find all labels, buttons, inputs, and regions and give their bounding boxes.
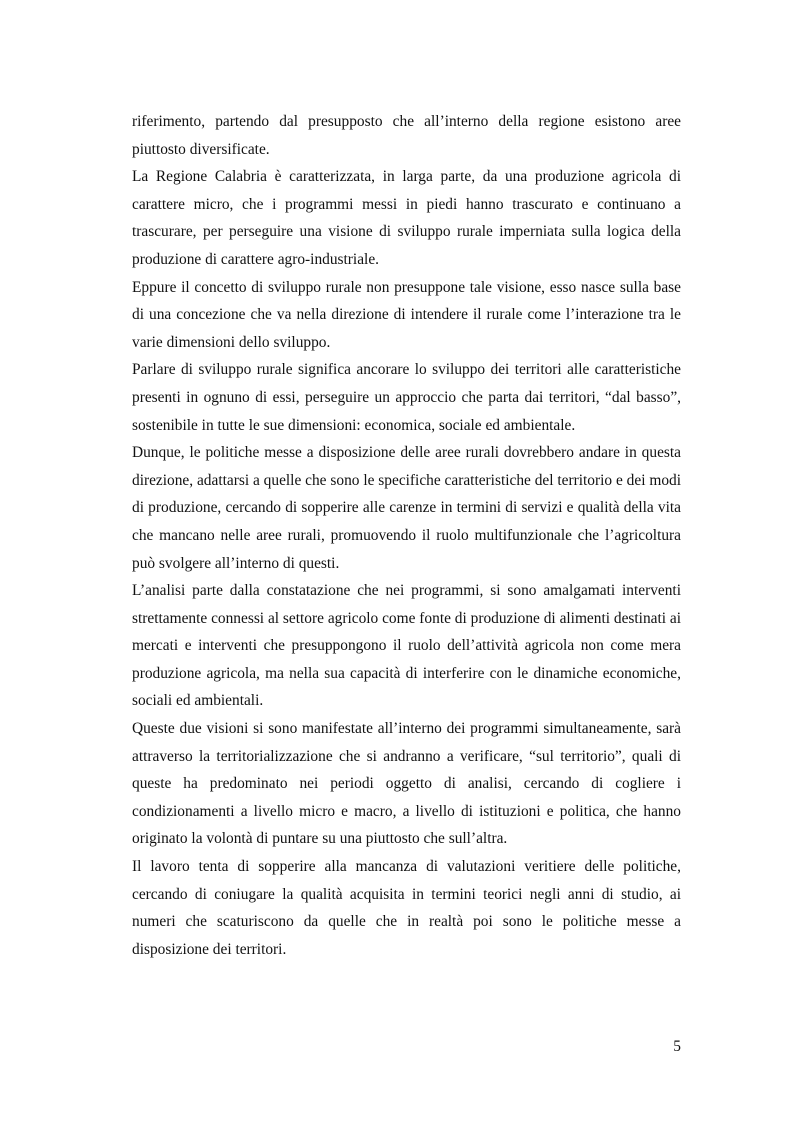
paragraph-lavoro: Il lavoro tenta di sopperire alla mancanza di valutazioni veritiere delle politiche, cercando di coniugare la qualità acquisita in termini teorici negli anni di studio, ai numeri che scaturiscono da quelle che in realtà poi sono le politiche messe a disposizione dei territori. [132,858,681,958]
paragraph-due-visioni: Queste due visioni si sono manifestate all’interno dei programmi simultaneamente, sarà attraverso la territorializzazione che si andranno a verificare, “sul territorio”, quali di queste ha predominato nei periodi oggetto di analisi, cercando di cogliere i condizionamenti a livello micro e macro, a livello di istituzioni e politica, che hanno originato la volontà di puntare su una piuttosto che sull’altra. [132,720,681,848]
paragraph-regione-calabria: La Regione Calabria è caratterizzata, in larga parte, da una produzione agricola di carattere micro, che i programmi messi in piedi hanno trascurato e continuano a trascurare, per perseguire una visione di sviluppo rurale imperniata sulla logica della produzione di carattere agro-industriale. [132,168,681,268]
paragraph-parlare-sviluppo: Parlare di sviluppo rurale significa ancorare lo sviluppo dei territori alle caratteristiche presenti in ognuno di essi, perseguire un approccio che parta dai territori, “dal basso”, sostenibile in tutte le sue dimensioni: economica, sociale ed ambientale. [132,361,681,434]
page-number: 5 [673,1038,681,1055]
paragraph-analisi: L’analisi parte dalla constatazione che nei programmi, si sono amalgamati interventi strettamente connessi al settore agricolo come fonte di produzione di alimenti destinati ai mercati e interventi che presuppongono il ruolo dell’attività agricola non come mera produzione agricola, ma nella sua capacità di interferire con le dinamiche economiche, sociali ed ambientali. [132,582,681,710]
paragraph-politiche-aree-rurali: Dunque, le politiche messe a disposizione delle aree rurali dovrebbero andare in questa direzione, adattarsi a quelle che sono le specifiche caratteristiche del territorio e dei modi di produzione, cercando di sopperire alle carenze in termini di servizi e qualità della vita che mancano nelle aree rurali, promuovendo il ruolo multifunzionale che l’agricoltura può svolgere all’interno di questi. [132,444,681,572]
paragraph-concetto-sviluppo: Eppure il concetto di sviluppo rurale non presuppone tale visione, esso nasce sulla base di una concezione che va nella direzione di intendere il rurale come l’interazione tra le varie dimensioni dello sviluppo. [132,278,681,351]
document-body [132,108,681,963]
paragraph-continuation: riferimento, partendo dal presupposto che all’interno della regione esistono aree piuttosto diversificate. [132,113,681,158]
